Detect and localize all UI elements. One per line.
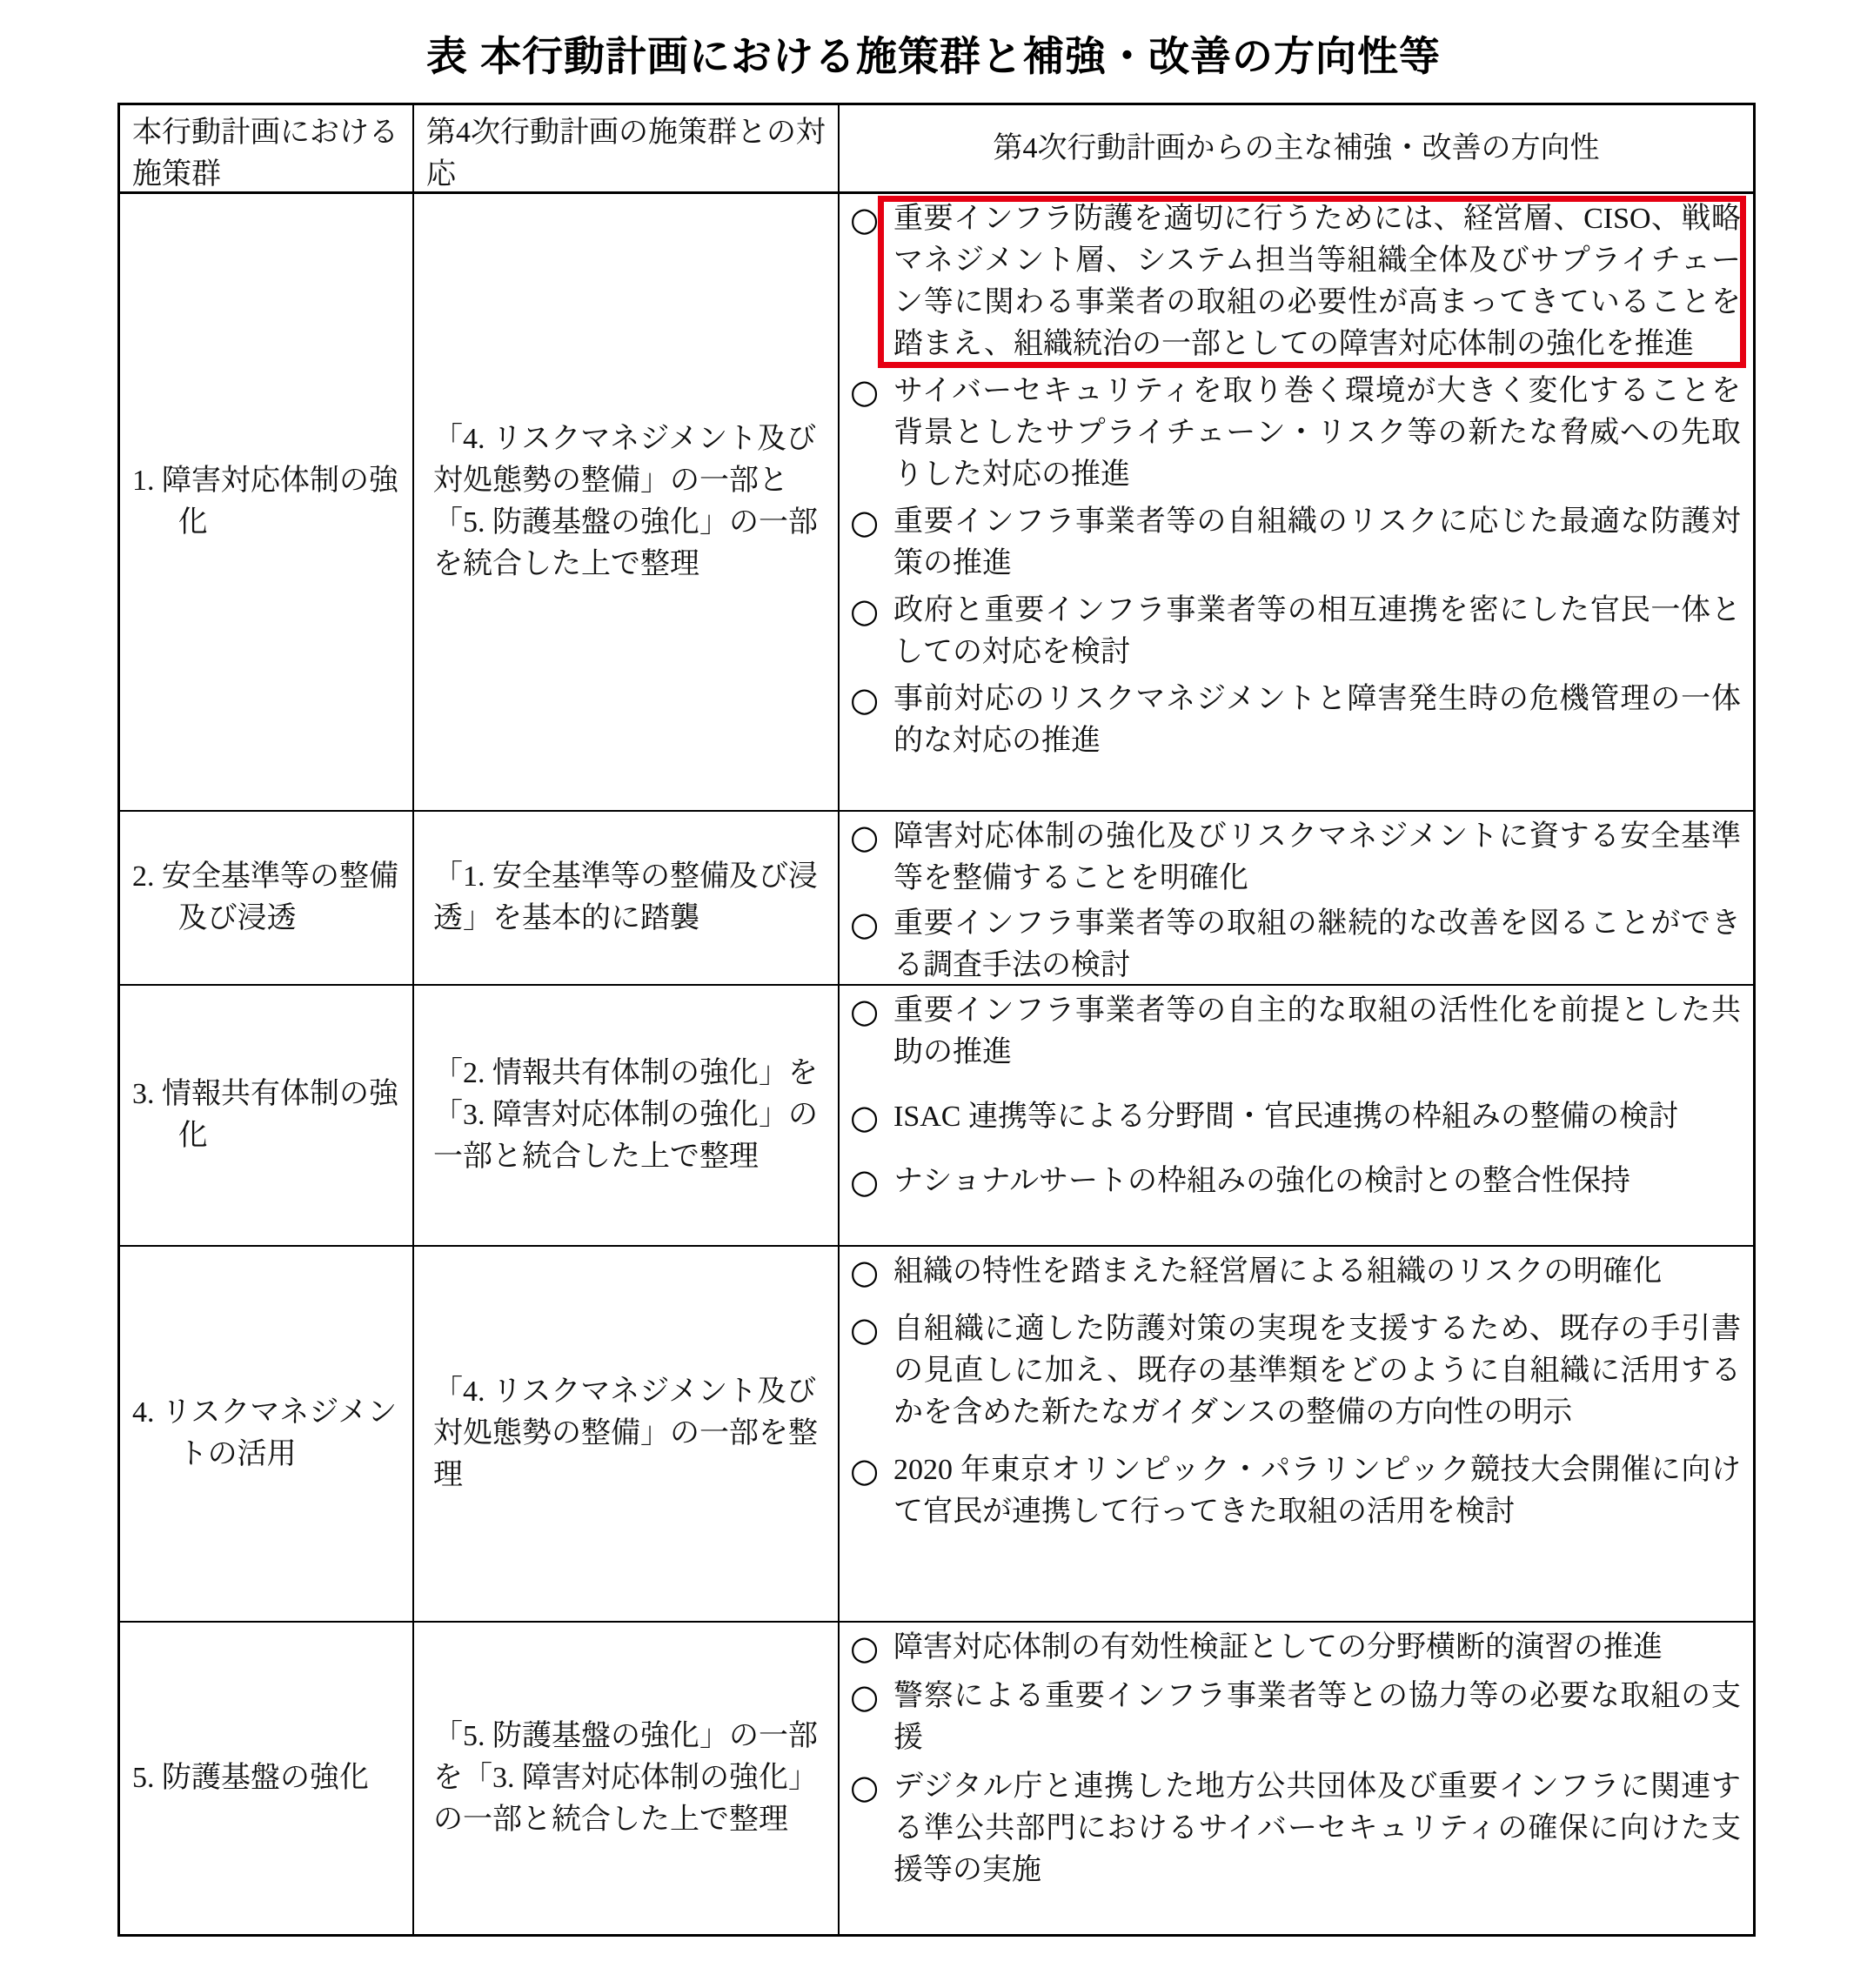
measure-text: 3. 情報共有体制の強化 [132, 1078, 398, 1152]
measure-label [120, 1074, 412, 1157]
circle-bullet-icon: ○ [850, 503, 880, 541]
measure-label [120, 1757, 376, 1799]
direction-item [840, 1251, 1753, 1293]
correspondence-cell [414, 986, 840, 1247]
direction-text: 事前対応のリスクマネジメントと障害発生時の危機管理の一体的な対応の推進 [893, 683, 1741, 757]
correspondence-text: 「5. 防護基盤の強化」の一部を「3. 障害対応体制の強化」の一部と統合した上で整理 [433, 1720, 818, 1836]
direction-text: 組織の特性を踏まえた経営層による組織のリスクの明確化 [893, 1255, 1663, 1288]
circle-bullet-icon: ○ [850, 1451, 880, 1489]
circle-bullet-icon: ○ [850, 1629, 880, 1667]
directions-cell [840, 1247, 1753, 1623]
circle-bullet-icon: ○ [850, 818, 880, 856]
direction-text: デジタル庁と連携した地方公共団体及び重要インフラに関連する準公共部門におけるサイバーセキュリティの確保に向けた支援等の実施 [893, 1770, 1741, 1886]
circle-bullet-icon: ○ [850, 992, 880, 1030]
circle-bullet-icon: ○ [850, 592, 880, 630]
table [117, 103, 1756, 1937]
direction-item [840, 1676, 1753, 1759]
measure-cell [120, 1623, 414, 1934]
circle-bullet-icon: ○ [850, 1310, 880, 1349]
direction-text: 自組織に適した防護対策の実現を支援するため、既存の手引書の見直しに加え、既存の基準類をどのように自組織に活用するかを含めた新たなガイダンスの整備の方向性の明示 [893, 1313, 1741, 1429]
circle-bullet-icon: ○ [850, 905, 880, 943]
circle-bullet-icon: ○ [850, 1768, 880, 1806]
circle-bullet-icon: ○ [850, 200, 880, 238]
circle-bullet-icon: ○ [850, 372, 880, 411]
direction-text: 障害対応体制の有効性検証としての分野横断的演習の推進 [893, 1631, 1663, 1663]
measure-cell [120, 986, 414, 1247]
direction-text: サイバーセキュリティを取り巻く環境が大きく変化することを背景としたサプライチェーン・リスク等の新たな脅威への先取りした対応の推進 [893, 375, 1741, 491]
direction-text: 重要インフラ防護を適切に行うためには、経営層、CISO、戦略マネジメント層、システム担当等組織全体及びサプライチェーン等に関わる事業者の取組の必要性が高まってきていることを踏まえ、組織統治の一部としての障害対応体制の強化を推進 [893, 203, 1741, 360]
correspondence-cell [414, 1623, 840, 1934]
measure-text: 5. 防護基盤の強化 [132, 1762, 369, 1794]
header-directions-column: 第4次行動計画からの主な補強・改善の方向性 [840, 105, 1753, 194]
direction-item [840, 501, 1753, 585]
direction-text: 障害対応体制の強化及びリスクマネジメントに資する安全基準等を整備することを明確化 [893, 820, 1741, 894]
direction-item [840, 1627, 1753, 1669]
direction-item [840, 1449, 1753, 1533]
circle-bullet-icon: ○ [850, 1253, 880, 1291]
measure-label [120, 1392, 412, 1476]
direction-item [840, 590, 1753, 673]
measure-text: 4. リスクマネジメントの活用 [132, 1396, 398, 1470]
direction-text: ナショナルサートの枠組みの強化の検討との整合性保持 [893, 1165, 1630, 1197]
direction-text: 重要インフラ事業者等の取組の継続的な改善を図ることができる調査手法の検討 [893, 907, 1741, 981]
directions-cell [840, 194, 1753, 812]
circle-bullet-icon: ○ [850, 680, 880, 719]
direction-text: 2020 年東京オリンピック・パラリンピック競技大会開催に向けて官民が連携して行ってきた取組の活用を検討 [893, 1454, 1741, 1528]
measure-text: 1. 障害対応体制の強化 [132, 465, 398, 539]
correspondence-text: 「2. 情報共有体制の強化」を「3. 障害対応体制の強化」の一部と統合した上で整理 [433, 1057, 818, 1173]
direction-text: 政府と重要インフラ事業者等の相互連携を密にした官民一体としての対応を検討 [893, 594, 1741, 668]
correspondence-cell [414, 194, 840, 812]
direction-item [840, 1309, 1753, 1434]
direction-item [840, 679, 1753, 762]
measure-label [120, 856, 412, 940]
direction-item [840, 371, 1753, 496]
direction-item [840, 1096, 1753, 1138]
directions-cell [840, 986, 1753, 1247]
circle-bullet-icon: ○ [850, 1098, 880, 1136]
direction-text: ISAC 連携等による分野間・官民連携の枠組みの整備の検討 [893, 1101, 1678, 1133]
direction-item [840, 198, 1753, 365]
direction-item [840, 1766, 1753, 1891]
measure-text: 2. 安全基準等の整備及び浸透 [132, 860, 398, 934]
direction-item [840, 816, 1753, 900]
measure-cell [120, 1247, 414, 1623]
directions-cell [840, 812, 1753, 986]
circle-bullet-icon: ○ [850, 1162, 880, 1201]
correspondence-text: 「1. 安全基準等の整備及び浸透」を基本的に踏襲 [433, 860, 818, 934]
direction-text: 重要インフラ事業者等の自主的な取組の活性化を前提とした共助の推進 [893, 994, 1741, 1068]
direction-text: 警察による重要インフラ事業者等との協力等の必要な取組の支援 [893, 1680, 1741, 1754]
measure-cell [120, 194, 414, 812]
header-measure-column: 本行動計画における施策群 [120, 105, 414, 194]
direction-item [840, 1161, 1753, 1202]
measure-label [120, 460, 412, 544]
direction-item [840, 903, 1753, 986]
correspondence-cell [414, 1247, 840, 1623]
header-correspondence-column: 第4次行動計画の施策群との対応 [414, 105, 840, 194]
direction-item [840, 990, 1753, 1074]
direction-text: 重要インフラ事業者等の自組織のリスクに応じた最適な防護対策の推進 [893, 505, 1741, 579]
measure-cell [120, 812, 414, 986]
circle-bullet-icon: ○ [850, 1677, 880, 1716]
correspondence-text: 「4. リスクマネジメント及び対処態勢の整備」の一部と「5. 防護基盤の強化」の一部を統合した上で整理 [433, 423, 818, 580]
page-title: 表 本行動計画における施策群と補強・改善の方向性等 [425, 33, 1442, 79]
correspondence-cell [414, 812, 840, 986]
directions-cell [840, 1623, 1753, 1934]
correspondence-text: 「4. リスクマネジメント及び対処態勢の整備」の一部を整理 [433, 1376, 818, 1491]
